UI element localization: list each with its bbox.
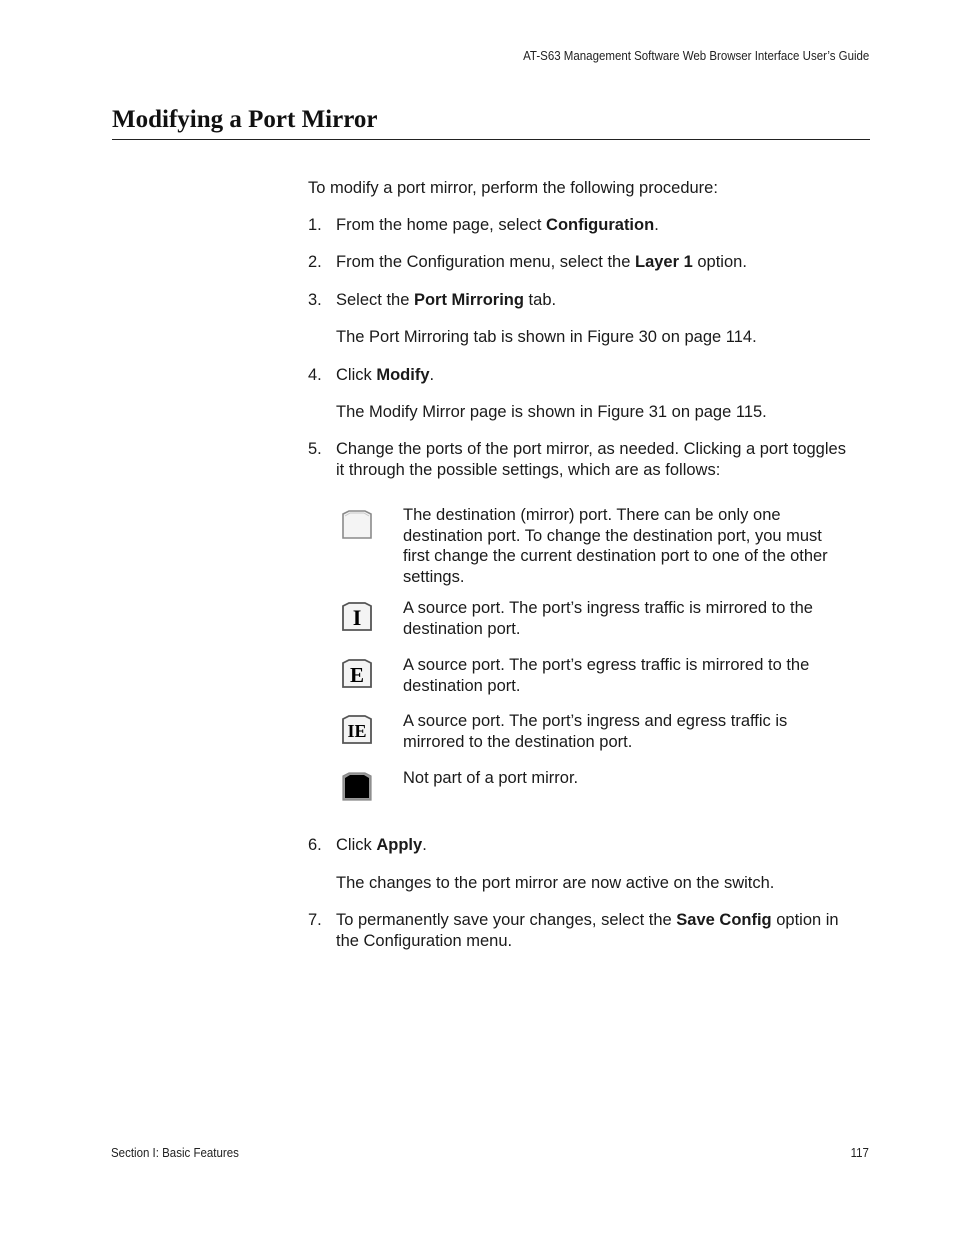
- step-number: 3.: [308, 291, 322, 309]
- ingress-egress-label: IE: [347, 721, 367, 741]
- ui-term: Port Mirroring: [413, 291, 524, 309]
- step-number: 2.: [308, 253, 322, 271]
- ui-term: Apply: [376, 836, 423, 854]
- step-text: To permanently save your changes, select the Save Config option in the Configuration menu.: [336, 911, 839, 950]
- step-text: Click Apply.: [336, 836, 427, 854]
- step-number: 6.: [308, 836, 322, 854]
- page-number: 117: [850, 1146, 869, 1160]
- ingress-port-icon: [340, 598, 374, 632]
- egress-port-icon: [340, 655, 374, 689]
- step-number: 7.: [308, 911, 322, 929]
- step-number: 5.: [308, 440, 322, 458]
- ui-term: Save Config: [676, 911, 772, 929]
- ui-term: Layer 1: [634, 253, 693, 271]
- ingress-egress-port-icon: [340, 711, 374, 745]
- port-setting-description: A source port. The port’s ingress traffic is mirrored to the destination port.: [403, 599, 813, 638]
- step-number: 1.: [308, 216, 322, 234]
- step-text: Click Modify.: [336, 366, 435, 384]
- not-mirrored-port-icon: [340, 768, 374, 802]
- footer-section: Section I: Basic Features: [111, 1146, 239, 1160]
- step-text: Change the ports of the port mirror, as needed. Clicking a port toggles it through the possible settings, which are as follows:: [336, 440, 846, 479]
- step-text: Select the Port Mirroring tab.: [336, 291, 557, 309]
- ui-term: Modify: [376, 366, 430, 384]
- intro-paragraph: To modify a port mirror, perform the following procedure:: [308, 179, 718, 197]
- port-setting-description: Not part of a port mirror.: [403, 769, 579, 787]
- step-text: From the Configuration menu, select the Layer 1 option.: [336, 253, 747, 271]
- port-setting-description: The destination (mirror) port. There can be only one destination port. To change the destination port, you must first change the current destination port to one of the other settings.: [403, 506, 828, 586]
- step-number: 4.: [308, 366, 322, 384]
- title-rule: [112, 139, 870, 140]
- port-setting-description: A source port. The port’s egress traffic is mirrored to the destination port.: [403, 656, 810, 695]
- page-title: Modifying a Port Mirror: [112, 106, 378, 133]
- ingress-label: I: [352, 605, 362, 630]
- step-text: From the home page, select Configuration.: [336, 216, 659, 234]
- destination-port-icon: [340, 505, 374, 539]
- egress-label: E: [349, 663, 365, 687]
- port-setting-description: A source port. The port’s ingress and egress traffic is mirrored to the destination port.: [403, 712, 788, 751]
- running-header: AT-S63 Management Software Web Browser Interface User’s Guide: [522, 49, 869, 63]
- ui-term: Configuration: [546, 216, 655, 234]
